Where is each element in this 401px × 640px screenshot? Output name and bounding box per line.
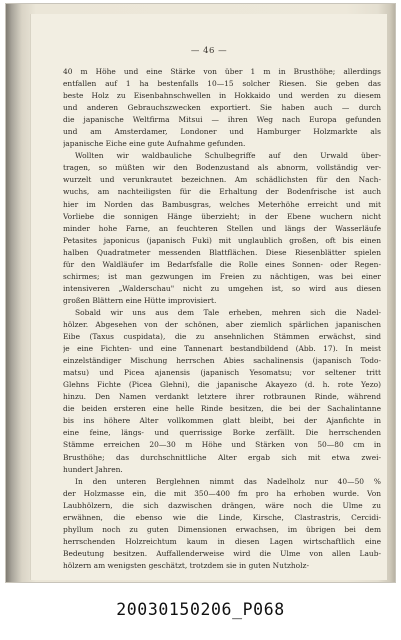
- text-line: hölzer. Abgesehen von der schönen, aber ziemlich spärlichen japanischen: [63, 319, 381, 329]
- text-line: bis ins höhere Alter vollkommen glatt bleibt, bei der Ajanfichte in: [63, 416, 381, 426]
- text-line: Eibe (Taxus cuspidata), die zu ansehnlichen Stämmen erwächst, sind: [63, 332, 381, 342]
- scanned-page-photo: [6, 4, 395, 582]
- text-line: beste Holz zu Eisenbahnschwellen in Hokkaido und werden zu diesem: [63, 91, 381, 101]
- text-line: schirmes; ist man gezwungen im Freien zu nächtigen, was bei einer: [63, 271, 381, 281]
- text-line: Vorliebe die sonnigen Hänge überzieht; in der Ebene wuchern nicht: [63, 211, 381, 221]
- text-line: wuchs, am nachteiligsten für die Erhaltung der Bodenfrische ist auch: [63, 187, 381, 197]
- text-line: wurzelt und verunkrautet bezeichnen. Am schädlichsten für den Nach-: [63, 175, 381, 185]
- text-line: entfallen auf 1 ha bestenfalls 10—15 solcher Riesen. Sie geben das: [63, 79, 381, 89]
- text-line: intensiveren „Walderschau" nicht zu umgehen ist, so wird aus diesen: [63, 283, 381, 293]
- text-line: einzelständiger Mischung herrschen Abies sachalinensis (japanisch Todo-: [63, 356, 381, 366]
- text-line: minder hohe Farne, an feuchteren Stellen und längs der Wasserläufe: [63, 223, 381, 233]
- text-line: großen Blättern eine Hütte improvisiert.: [63, 295, 217, 305]
- text-line: hölzern am wenigsten geschätzt, trotzdem sie in guten Nutzholz-: [63, 560, 309, 570]
- text-line: und anderen Gebrauchszwecken exportiert. Sie haben auch — durch: [63, 103, 381, 113]
- image-identifier-caption: 20030150206_P068: [116, 600, 285, 619]
- text-line: phyllum noch zu guten Dimensionen erwachsen, im übrigen bei dem: [63, 524, 381, 534]
- text-line: der Holzmasse ein, die mit 350—400 fm pro ha erhoben wurde. Von: [63, 488, 381, 498]
- text-line: für den Waldläufer im Bedarfsfalle die Rolle eines Sonnen- oder Regen-: [63, 259, 381, 269]
- text-line: halben Quadratmeter messenden Blattflächen. Diese Riesenblätter spielen: [63, 247, 381, 257]
- text-line: eine feine, längs- und querrissige Borke zerfällt. Die herrschenden: [63, 428, 381, 438]
- text-line: In den unteren Berglehnen nimmt das Nadelholz nur 40—50 %: [75, 476, 381, 486]
- text-line: die beiden ersteren eine helle Rinde besitzen, die bei der Sachalintanne: [63, 404, 381, 414]
- text-line: hundert Jahren.: [63, 464, 123, 474]
- text-line: 40 m Höhe und eine Stärke von über 1 m in Brusthöhe; allerdings: [63, 67, 381, 76]
- text-line: die japanische Weltfirma Mitsui — ihren Weg nach Europa gefunden: [63, 115, 381, 125]
- text-line: Laubhölzern, die sich dazwischen drängen, wäre noch die Ulme zu: [63, 500, 381, 510]
- text-line: Petasites japonicus (japanisch Fuki) mit unglaublich großen, oft bis einen: [63, 235, 381, 245]
- text-line: matsu) und Picea ajanensis (japanisch Yesomatsu; vor seltener tritt: [63, 368, 381, 378]
- paragraph: [63, 66, 381, 150]
- book-page: [30, 14, 387, 580]
- text-line: erwähnen, die ebenso wie die Linde, Kirsche, Clastrastris, Cercidi-: [63, 512, 381, 522]
- paragraph: [63, 476, 381, 572]
- text-line: und am Amsterdamer, Londoner und Hamburger Holzmarkte als: [63, 127, 381, 137]
- text-line: je eine Fichten- und eine Tannenart bestandbildend (Abb. 17). In meist: [63, 344, 381, 354]
- text-line: hier im Norden das Bambusgras, welches Meterhöhe erreicht und mit: [63, 199, 381, 209]
- body-text: [63, 66, 381, 572]
- text-line: Stämme erreichen 20—30 m Höhe und Stärken von 50—80 cm in: [63, 440, 381, 450]
- text-line: hinzu. Den Namen verdankt letztere ihrer rotbraunen Rinde, während: [63, 392, 381, 402]
- text-line: Glehns Fichte (Picea Glehni), die japanische Akayezo (d. h. rote Yezo): [63, 380, 381, 390]
- text-line: Wollten wir waldbauliche Schulbegriffe auf den Urwald über-: [75, 151, 381, 161]
- text-line: japanische Eiche eine gute Aufnahme gefunden.: [63, 139, 246, 149]
- page-number: — 46 —: [190, 46, 228, 56]
- text-line: Bedeutung besitzen. Auffallenderweise wird die Ulme von allen Laub-: [63, 548, 381, 558]
- text-line: tragen, so müßten wir den Bodenzustand als abnorm, vollständig ver-: [63, 163, 381, 173]
- paragraph: [63, 150, 381, 307]
- paragraph: [63, 307, 381, 476]
- text-line: Brusthöhe; das durchschnittliche Alter ergab sich mit etwa zwei-: [63, 452, 381, 462]
- text-line: Sobald wir uns aus dem Tale erheben, mehren sich die Nadel-: [75, 307, 381, 317]
- text-line: herrschenden Holzreichtum kaum in diesen Lagen wirtschaftlich eine: [63, 536, 381, 546]
